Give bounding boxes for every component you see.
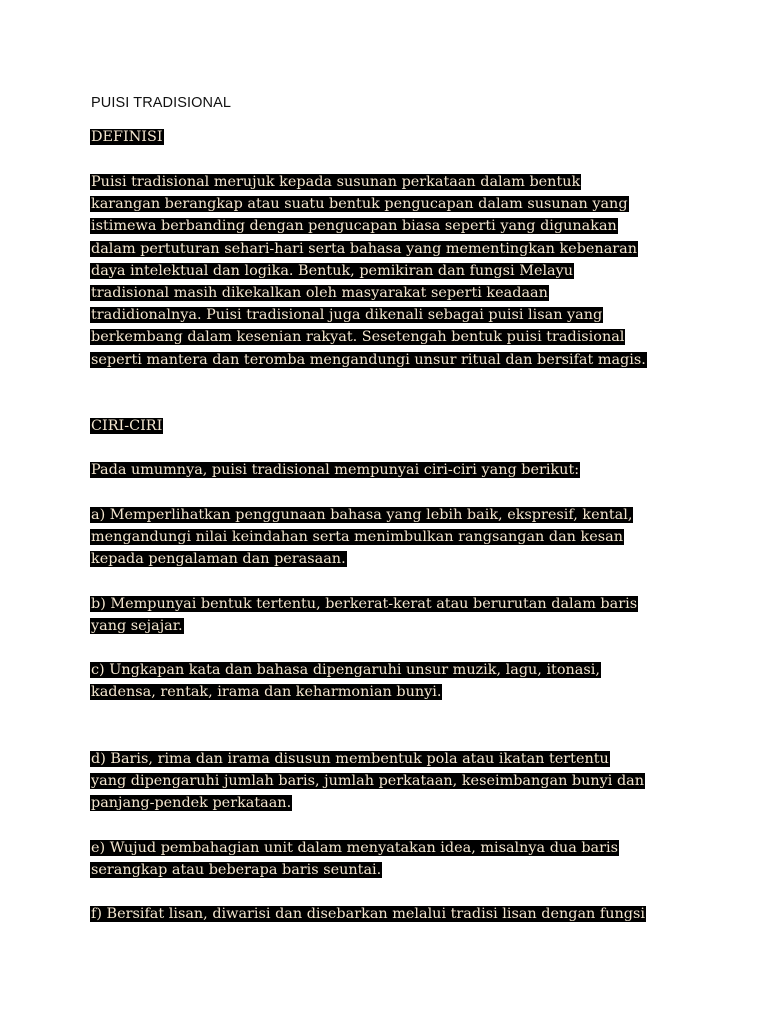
list-item-line: d) Baris, rima dan irama disusun membentuk pola atau ikatan tertentu <box>91 751 609 767</box>
ciri-intro <box>90 459 690 481</box>
list-item-line: c) Ungkapan kata dan bahasa dipengaruhi unsur muzik, lagu, itonasi, <box>91 662 600 678</box>
ciri-item-d <box>90 748 690 815</box>
ciri-heading-text: CIRI-CIRI <box>91 418 163 434</box>
ciri-item-a <box>90 504 690 571</box>
list-item-line: yang sejajar. <box>91 618 183 635</box>
list-item-line: e) Wujud pembahagian unit dalam menyatakan idea, misalnya dua baris <box>91 840 619 856</box>
list-item-line: kepada pengalaman dan perasaan. <box>91 551 346 568</box>
paragraph-line: tradisional masih dikekalkan oleh masyarakat seperti keadaan <box>91 284 548 301</box>
ciri-heading <box>90 415 690 437</box>
list-item-line: panjang-pendek perkataan. <box>91 795 292 812</box>
ciri-item-b <box>90 593 690 637</box>
paragraph-line: tradidionalnya. Puisi tradisional juga dikenali sebagai puisi lisan yang <box>91 307 603 324</box>
paragraph-line: istimewa berbanding dengan pengucapan biasa seperti yang digunakan <box>91 218 617 235</box>
paragraph-line: Puisi tradisional merujuk kepada susunan perkataan dalam bentuk <box>91 174 581 190</box>
list-item-line: f) Bersifat lisan, diwarisi dan disebarkan melalui tradisi lisan dengan fungsi <box>91 906 645 922</box>
paragraph-line: seperti mantera dan teromba mengandungi unsur ritual dan bersifat magis. <box>91 351 646 368</box>
definisi-heading-text: DEFINISI <box>91 129 163 145</box>
list-item-line: mengandungi nilai keindahan serta menimbulkan rangsangan dan kesan <box>91 529 623 546</box>
ciri-intro-text: Pada umumnya, puisi tradisional mempunyai ciri-ciri yang berikut: <box>91 462 580 478</box>
definisi-heading <box>90 126 690 148</box>
list-item-line: kadensa, rentak, irama dan keharmonian bunyi. <box>91 684 442 701</box>
definisi-paragraph <box>90 171 690 371</box>
paragraph-line: daya intelektual dan logika. Bentuk, pemikiran dan fungsi Melayu <box>91 262 574 279</box>
list-item-line: serangkap atau beberapa baris seuntai. <box>91 862 382 879</box>
list-item-line: yang dipengaruhi jumlah baris, jumlah perkataan, keseimbangan bunyi dan <box>91 773 645 790</box>
ciri-item-e <box>90 837 690 881</box>
ciri-item-c <box>90 659 690 703</box>
paragraph-line: berkembang dalam kesenian rakyat. Sesetengah bentuk puisi tradisional <box>91 329 625 346</box>
list-item-line: a) Memperlihatkan penggunaan bahasa yang lebih baik, ekspresif, kental, <box>91 507 633 523</box>
document-title: PUISI TRADISIONAL <box>91 95 232 111</box>
list-item-line: b) Mempunyai bentuk tertentu, berkerat-kerat atau berurutan dalam baris <box>91 596 638 612</box>
paragraph-line: karangan berangkap atau suatu bentuk pengucapan dalam susunan yang <box>91 196 628 213</box>
ciri-item-f <box>90 903 690 925</box>
paragraph-line: dalam pertuturan sehari-hari serta bahasa yang mementingkan kebenaran <box>91 240 638 257</box>
